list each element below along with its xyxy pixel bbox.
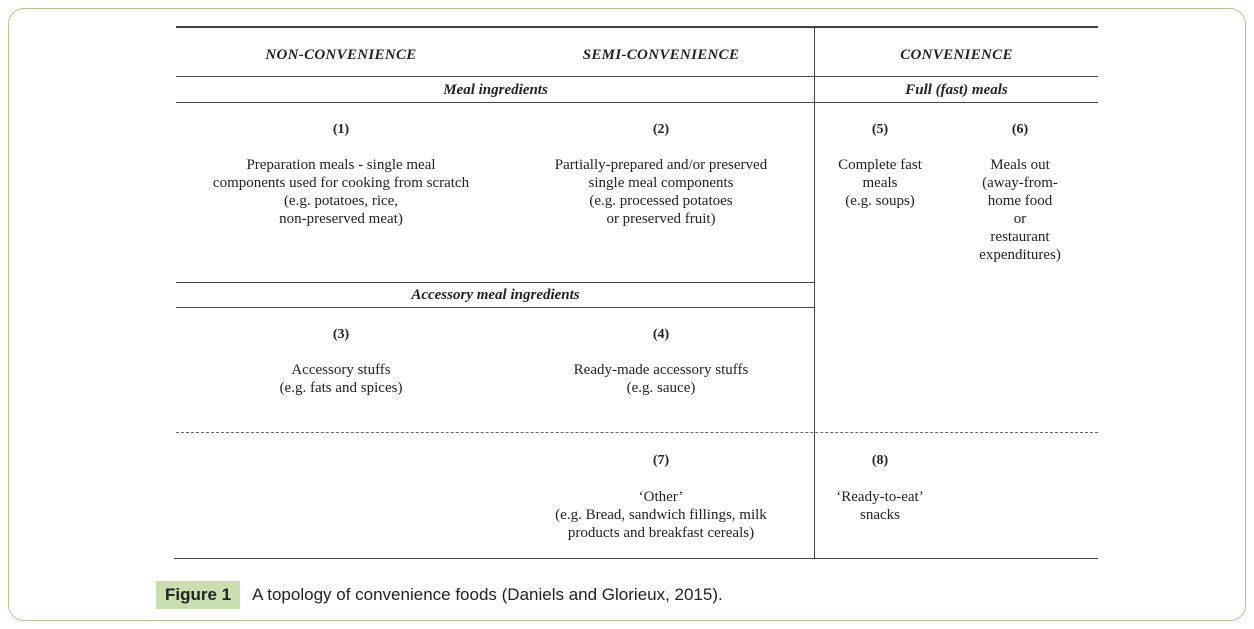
subheader-accessory-meal-ingredients: Accessory meal ingredients	[411, 287, 580, 303]
cell-2-text: Partially-prepared and/or preserved single meal components (e.g. processed potatoes or preserved fruit)	[554, 157, 768, 227]
caption-text: A topology of convenience foods (Daniels and Glorieux, 2015).	[252, 585, 723, 604]
cell-3-text: Accessory stuffs (e.g. fats and spices)	[279, 362, 403, 396]
cell-1-number: (1)	[332, 122, 350, 137]
cell-3-number: (3)	[332, 327, 350, 342]
cell-4-text: Ready-made accessory stuffs (e.g. sauce)	[573, 362, 749, 396]
cell-7-number: (7)	[652, 453, 670, 468]
figure-caption	[156, 580, 723, 610]
header-semi-convenience: SEMI-CONVENIENCE	[582, 47, 740, 63]
subheader-meal-ingredients: Meal ingredients	[443, 82, 548, 98]
cell-6-text: Meals out (away-from- home food or restaurant expenditures)	[979, 157, 1061, 263]
header-convenience: CONVENIENCE	[900, 47, 1013, 63]
cell-2-number: (2)	[652, 122, 670, 137]
cell-8-number: (8)	[871, 453, 889, 468]
accessory-top-rule	[176, 282, 815, 283]
cell-7-text: ‘Other’ (e.g. Bread, sandwich fillings, milk products and breakfast cereals)	[555, 489, 767, 541]
cell-8-text: ‘Ready-to-eat’ snacks	[836, 489, 924, 523]
cell-5-text: Complete fast meals (e.g. soups)	[838, 157, 922, 209]
figure-label: Figure 1	[156, 581, 240, 609]
table-top-rule	[176, 26, 1098, 28]
cell-6-number: (6)	[1011, 122, 1029, 137]
accessory-bottom-rule	[176, 307, 815, 308]
table-bottom-rule	[174, 558, 1098, 559]
subheader-rule	[176, 102, 1098, 103]
cell-5-number: (5)	[871, 122, 889, 137]
header-rule	[176, 76, 1098, 77]
cell-4-number: (4)	[652, 327, 670, 342]
header-non-convenience: NON-CONVENIENCE	[265, 47, 417, 63]
cell-1-text: Preparation meals - single meal components used for cooking from scratch (e.g. potatoes, rice, non-preserved meat)	[212, 157, 470, 227]
subheader-full-fast-meals: Full (fast) meals	[905, 82, 1008, 98]
other-divider-dashed	[176, 432, 1098, 433]
